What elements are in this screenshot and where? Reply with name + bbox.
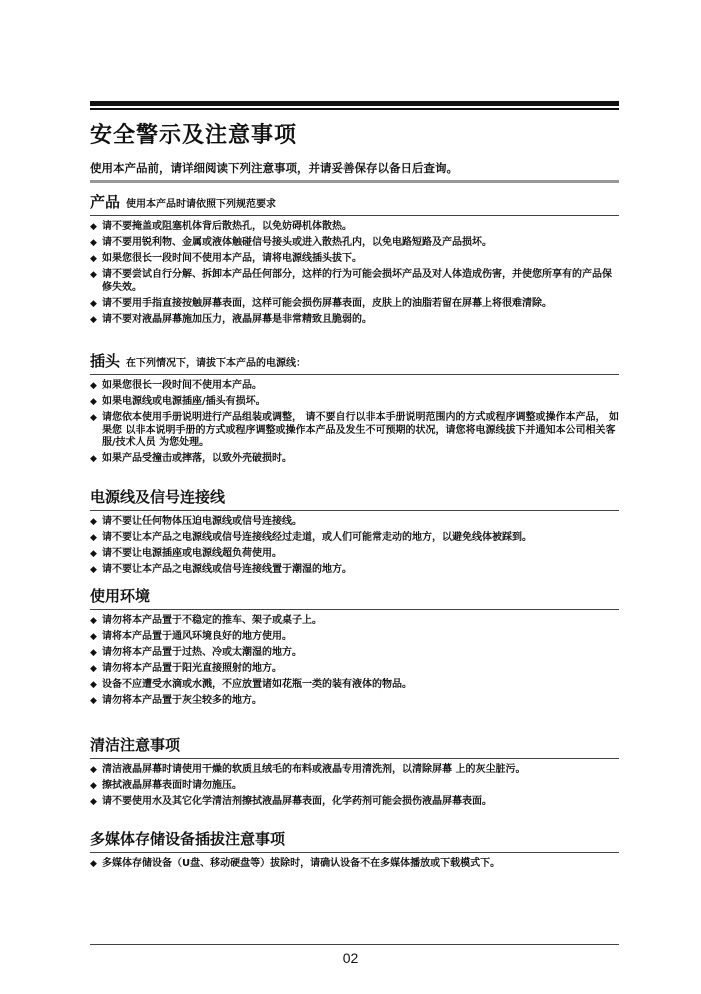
diamond-bullet-icon: ◆ — [90, 648, 97, 658]
list-item: ◆ 请不要用手指直接按触屏幕表面，这样可能会损伤屏幕表面，皮肤上的油脂若留在屏幕上将很难清除。 — [90, 297, 552, 309]
diamond-bullet-icon: ◆ — [90, 238, 97, 248]
list-item: ◆ 擦拭液晶屏幕表面时请勿施压。 — [90, 780, 242, 791]
section-title: 使用环境 — [90, 587, 151, 605]
diamond-bullet-icon: ◆ — [90, 565, 97, 575]
diamond-bullet-icon: ◆ — [90, 781, 97, 791]
list-item: ◆ 请不要对液晶屏幕施加压力，液晶屏幕是非常精致且脆弱的。 — [90, 313, 372, 325]
diamond-bullet-icon: ◆ — [90, 616, 97, 626]
section-subtitle: 在下列情况下，请拔下本产品的电源线： — [126, 358, 307, 369]
list-item: ◆ 请不要让本产品之电源线或信号连接线置于潮湿的地方。 — [90, 564, 352, 575]
top-thin-rule — [90, 108, 619, 110]
diamond-bullet-icon: ◆ — [90, 517, 97, 527]
list-item: ◆ 请您依本使用手册说明进行产品组装或调整， 请不要自行以非本手册说明范围内的方式或程序调整或操作本产品， 如果您 以非本说明手册的方式或程序调整或操作本产品及发生不可预期的状况，请您将电源线拔下并通知本公司相关客服/技术人员 为您处理。 — [90, 412, 619, 448]
list-item: ◆ 清洁液晶屏幕时请使用干燥的软质且绒毛的布料或液晶专用清洗剂，以清除屏幕 上的灰尘脏污。 — [90, 764, 526, 775]
list-item: ◆ 如果产品受撞击或摔落，以致外壳破损时。 — [90, 453, 292, 464]
diamond-bullet-icon: ◆ — [90, 381, 97, 391]
diamond-bullet-icon: ◆ — [90, 397, 97, 407]
diamond-bullet-icon: ◆ — [90, 859, 97, 869]
list-item: ◆ 设备不应遭受水滴或水溅，不应放置诸如花瓶一类的装有液体的物品。 — [90, 679, 412, 690]
diamond-bullet-icon: ◆ — [90, 298, 97, 309]
section-power-cable — [90, 486, 619, 580]
diamond-bullet-icon: ◆ — [90, 664, 97, 674]
list-item: ◆ 请不要让本产品之电源线或信号连接线经过走道，或人们可能常走动的地方，以避免线体被踩到。 — [90, 532, 532, 543]
list-item: ◆ 如果电源线或电源插座/插头有损坏。 — [90, 396, 266, 407]
section-divider — [90, 758, 619, 759]
diamond-bullet-icon: ◆ — [90, 797, 97, 807]
list-item: ◆ 请不要让电源插座或电源线超负荷使用。 — [90, 548, 282, 559]
list-item: ◆ 请勿将本产品置于灰尘较多的地方。 — [90, 695, 262, 706]
section-product — [90, 191, 619, 330]
section-divider — [90, 609, 619, 610]
section-divider — [90, 510, 619, 511]
page-number: 02 — [342, 950, 359, 966]
section-title: 多媒体存储设备插拔注意事项 — [90, 830, 286, 848]
diamond-bullet-icon: ◆ — [90, 765, 97, 775]
footer-divider — [90, 944, 619, 945]
section-environment — [90, 585, 619, 711]
diamond-bullet-icon: ◆ — [90, 270, 97, 280]
list-item: ◆ 请不要掩盖或阻塞机体背后散热孔，以免妨碍机体散热。 — [90, 221, 352, 232]
diamond-bullet-icon: ◆ — [90, 222, 97, 232]
section-divider — [90, 215, 619, 216]
list-item: ◆ 请不要让任何物体压迫电源线或信号连接线。 — [90, 516, 302, 527]
section-title: 清洁注意事项 — [90, 736, 181, 754]
diamond-bullet-icon: ◆ — [90, 680, 97, 690]
diamond-bullet-icon: ◆ — [90, 413, 97, 423]
list-item: ◆ 请勿将本产品置于不稳定的推车、架子或桌子上。 — [90, 615, 322, 626]
section-title: 产品 — [90, 193, 121, 211]
section-plug — [90, 350, 619, 469]
section-divider — [90, 374, 619, 375]
list-item: ◆ 请勿将本产品置于过热、冷或太潮湿的地方。 — [90, 647, 302, 658]
list-item: ◆ 请勿将本产品置于阳光直接照射的地方。 — [90, 663, 282, 674]
section-divider — [90, 852, 619, 853]
diamond-bullet-icon: ◆ — [90, 314, 97, 325]
diamond-bullet-icon: ◆ — [90, 549, 97, 559]
diamond-bullet-icon: ◆ — [90, 454, 97, 464]
list-item: ◆ 如果您很长一段时间不使用本产品。 — [90, 380, 262, 391]
intro-text: 使用本产品前，请详细阅读下列注意事项，并请妥善保存以备日后查询。 — [90, 161, 458, 175]
page-title: 安全警示及注意事项 — [90, 123, 298, 148]
top-thick-rule — [90, 101, 619, 106]
diamond-bullet-icon: ◆ — [90, 254, 97, 264]
section-title: 插头 — [90, 352, 121, 370]
list-item: ◆ 请不要用锐利物、金属或液体触碰信号接头或进入散热孔内，以免电路短路及产品损坏。 — [90, 237, 492, 248]
section-subtitle: 使用本产品时请依照下列规范要求 — [126, 199, 277, 210]
section-title: 电源线及信号连接线 — [90, 488, 226, 506]
diamond-bullet-icon: ◆ — [90, 696, 97, 706]
list-item: ◆ 如果您很长一段时间不使用本产品，请将电源线插头拔下。 — [90, 253, 362, 264]
diamond-bullet-icon: ◆ — [90, 533, 97, 543]
list-item: ◆ 多媒体存储设备（U盘、移动硬盘等）拔除时，请确认设备不在多媒体播放或下载模式下。 — [90, 858, 501, 869]
list-item: ◆ 请将本产品置于通风环境良好的地方使用。 — [90, 631, 292, 642]
diamond-bullet-icon: ◆ — [90, 632, 97, 642]
intro-divider — [90, 180, 619, 183]
list-item: ◆ 请不要尝试自行分解、拆卸本产品任何部分，这样的行为可能会损坏产品及对人体造成伤害，并使您所享有的产品保修失效。 — [90, 269, 612, 293]
section-storage-device — [90, 828, 619, 874]
section-cleaning — [90, 734, 619, 812]
list-item: ◆ 请不要使用水及其它化学清洁剂擦拭液晶屏幕表面，化学药剂可能会损伤液晶屏幕表面。 — [90, 796, 492, 807]
